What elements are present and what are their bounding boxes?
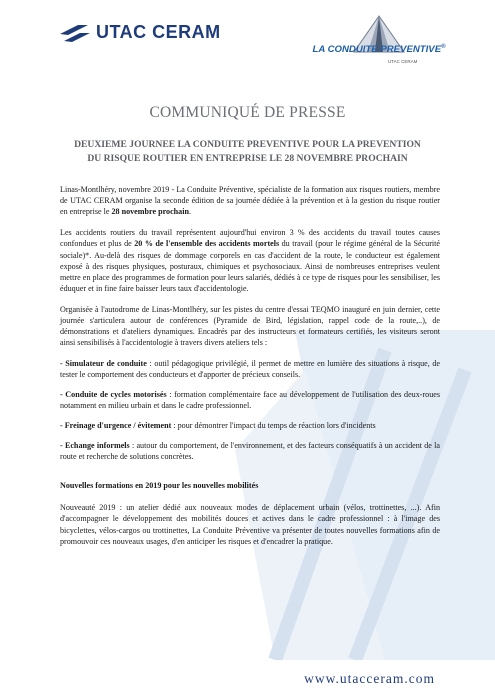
conduite-preventive-logo-text: LA CONDUITE PREVENTIVE® xyxy=(312,44,446,56)
utac-swoosh-icon xyxy=(58,20,92,44)
paragraph-intro: Linas-Montlhéry, novembre 2019 - La Conduite Préventive, spécialiste de la formation aux risques routiers, membre de UTAC CERAM organise la seconde édition de sa journée dédiée à la prévention et à la gestion du risque routier en entreprise le 28 novembre prochain. xyxy=(60,185,440,217)
workshop-item: - Echange informels : autour du comportement, de l'environnement, et des facteurs conséquatifs à un accident de la route et recherche de solutions concrètes. xyxy=(60,440,440,461)
press-release-body xyxy=(60,184,440,557)
paragraph-event: Organisée à l'autodrome de Linas-Montlhéry, sur les pistes du centre d'essai TEQMO inauguré en juin dernier, cette journée s'articulera autour de conférences (Pyramide de Bird, législation, rappel code de la route,..), de démonstrations et d'ateliers dynamiques. Encadrés par des instructeurs et formateurs certifiés, les visiteurs seront ainsi sensibilisés à l'accidentologie à travers divers ateliers tels : xyxy=(60,304,440,348)
utac-ceram-logo-text: UTAC CERAM xyxy=(96,21,221,42)
conduite-preventive-logo-subtext: UTAC CERAM xyxy=(388,59,418,64)
paragraph-new-mobility: Nouveauté 2019 : un atelier dédié aux nouveaux modes de déplacement urbain (vélos, trottinettes, ...). Afin d'accompagner le développement des mobilités douces et actives dans le cadre professionnel : à l'image des bicyclettes, vélos-cargos ou trottinettes, La Conduite Préventive va présenter de toutes nouvelles formations afin de promouvoir ces nouveaux usages, d'en anticiper les risques et d'encadrer la pratique. xyxy=(60,503,440,546)
workshop-item: - Freinage d'urgence / évitement : pour démontrer l'impact du temps de réaction lors d'incidents xyxy=(60,420,376,430)
subtitle-line-2: DU RISQUE ROUTIER EN ENTREPRISE LE 28 NOVEMBRE PROCHAIN xyxy=(87,153,408,164)
subtitle-line-1: DEUXIEME JOURNEE LA CONDUITE PREVENTIVE POUR LA PREVENTION xyxy=(74,139,421,150)
footer-website-link[interactable]: www.utacceram.com xyxy=(304,671,435,686)
workshop-item: - Simulateur de conduite : outil pédagogique privilégié, il permet de mettre en lumière des situations à risque, de tester le comportement des conducteurs et d'apporter de précieux conseils. xyxy=(60,359,440,380)
section-title: Nouvelles formations en 2019 pour les nouvelles mobilités xyxy=(60,481,259,491)
paragraph-statistics: Les accidents routiers du travail représentent aujourd'hui environ 3 % des accidents du travail toutes causes confondues et plus de 20 % de l'ensemble des accidents mortels du travail (pour le régime général de la Sécurité sociale)*. Au-delà des risques de dommage corporels en cas d'accident de la route, le conducteur est également exposé à des risques physiques, posturaux, chimiques et psychosociaux. Ainsi de nombreuses entreprises veulent mettre en place des programmes de formation pour leurs salariés, dédiés à ce type de risques pour les sensibiliser, les éduquer et in fine faire baisser leurs taux d'accidentologie. xyxy=(60,228,440,294)
workshop-item: - Conduite de cycles motorisés : formation complémentaire face au développement de l'utilisation des deux-roues notamment en milieu urbain et dans le cadre professionnel. xyxy=(60,390,440,411)
page-subtitle xyxy=(40,138,455,166)
conduite-preventive-logo xyxy=(304,14,454,74)
page-title: COMMUNIQUÉ DE PRESSE xyxy=(149,104,346,121)
utac-ceram-logo xyxy=(58,20,221,44)
